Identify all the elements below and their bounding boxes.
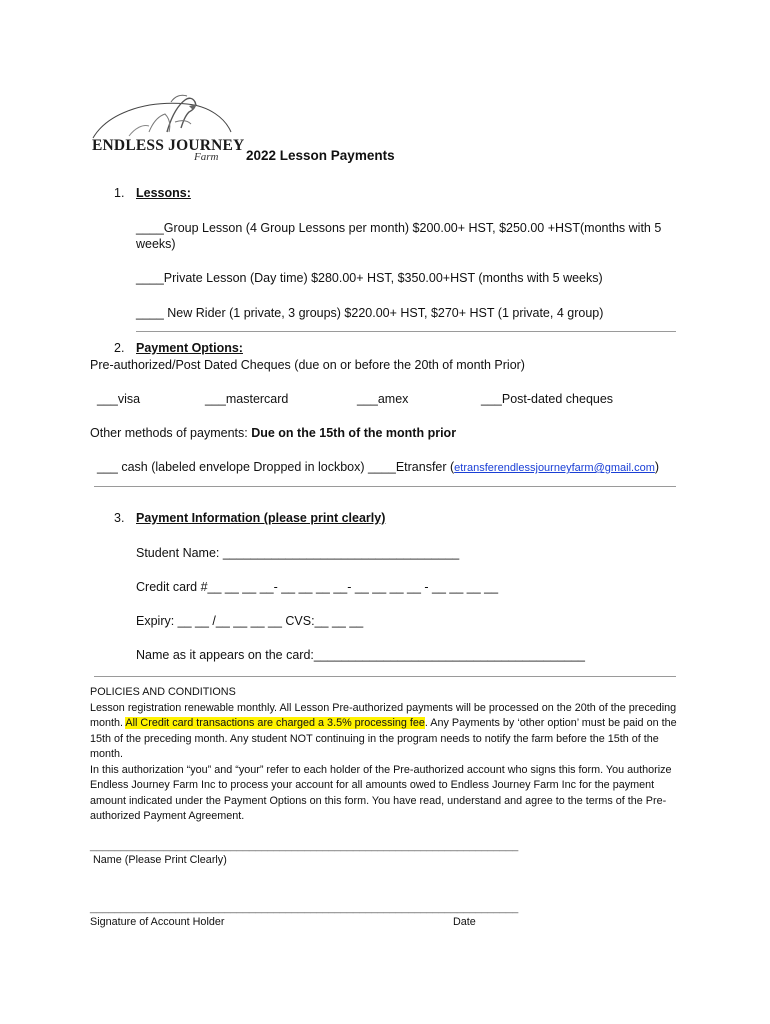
mastercard-option: ___mastercard (205, 392, 289, 406)
cash-etransfer-line (97, 460, 659, 474)
farm-logo (89, 92, 245, 164)
cash-etransfer-text: ___ cash (labeled envelope Dropped in lockbox) ____Etransfer ( (97, 460, 455, 474)
policies-heading: POLICIES AND CONDITIONS (90, 686, 236, 698)
logo-wordmark: ENDLESS JOURNEY (92, 137, 245, 154)
new-rider-option: ____ New Rider (1 private, 3 groups) $220.00+ HST, $270+ HST (1 private, 4 group) (136, 306, 604, 320)
divider (136, 331, 676, 332)
group-lesson-option: ____Group Lesson (4 Group Lessons per month) $200.00+ HST, $250.00 +HST(months with 5 (136, 221, 662, 235)
divider (94, 676, 676, 677)
other-methods-line (90, 426, 456, 440)
signature-line[interactable]: ______________________________________________________________________ (90, 902, 519, 914)
other-methods-due: Due on the 15th of the month prior (251, 426, 457, 440)
amex-option: ___amex (357, 392, 409, 406)
print-name-label: Name (Please Print Clearly) (93, 854, 227, 866)
payment-info-heading: Payment Information (please print clearly) (136, 511, 386, 525)
policies-text: Lesson registration renewable monthly. All Lesson Pre-authorized payments will be processed on the 20th of the preceding month. (90, 701, 677, 729)
date-label: Date (453, 916, 476, 928)
credit-card-field[interactable]: Credit card #__ __ __ __- __ __ __ __- __ __ __ __ - __ __ __ __ (136, 580, 499, 594)
policies-paragraph-1 (90, 701, 680, 763)
etransfer-email-link[interactable]: etransferendlessjourneyfarm@gmail.com (454, 462, 655, 474)
print-name-line[interactable]: ______________________________________________________________________ (90, 840, 519, 852)
page-title: 2022 Lesson Payments (246, 148, 395, 163)
logo-subtext: Farm (194, 151, 219, 163)
policies-paragraph-2: In this authorization “you” and “your” refer to each holder of the Pre-authorized account who signs this form. You authorize Endless Journey Farm Inc to process your account for all amounts owed to Endless Journey Farm Inc for the payment amount indicated under the Payment Options on this form. You have read, understand and agree to the terms of the Pre-authorized Payment Agreement. (90, 763, 672, 822)
close-paren: ) (654, 460, 660, 474)
preauth-text: Pre-authorized/Post Dated Cheques (due on or before the 20th of month Prior) (90, 358, 525, 372)
policies-section (90, 685, 680, 825)
student-name-field[interactable]: Student Name: __________________________________ (136, 546, 460, 560)
group-lesson-option-cont: weeks) (136, 237, 176, 251)
processing-fee-highlight: All Credit card transactions are charged a 3.5% processing fee (125, 717, 425, 729)
visa-option: ___visa (97, 392, 141, 406)
policies-text: . Any Payments by ‘other option’ must be paid on the 15th of the preceding month. Any student NOT continuing in the program needs to notify the farm before the 15th of the month. (90, 717, 677, 760)
postdated-option: ___Post-dated cheques (481, 392, 614, 406)
signature-label: Signature of Account Holder (90, 916, 225, 928)
divider (94, 486, 676, 487)
section-number-2: 2. (114, 341, 125, 355)
other-methods-label: Other methods of payments: (90, 426, 252, 440)
lessons-heading: Lessons: (136, 186, 191, 200)
private-lesson-option: ____Private Lesson (Day time) $280.00+ HST, $350.00+HST (months with 5 weeks) (136, 271, 603, 285)
payment-options-heading: Payment Options: (136, 341, 243, 355)
expiry-cvs-field[interactable]: Expiry: __ __ /__ __ __ __ CVS:__ __ __ (136, 614, 364, 628)
section-number-1: 1. (114, 186, 125, 200)
name-on-card-field[interactable]: Name as it appears on the card:_______________________________________ (136, 648, 585, 662)
section-number-3: 3. (114, 511, 125, 525)
